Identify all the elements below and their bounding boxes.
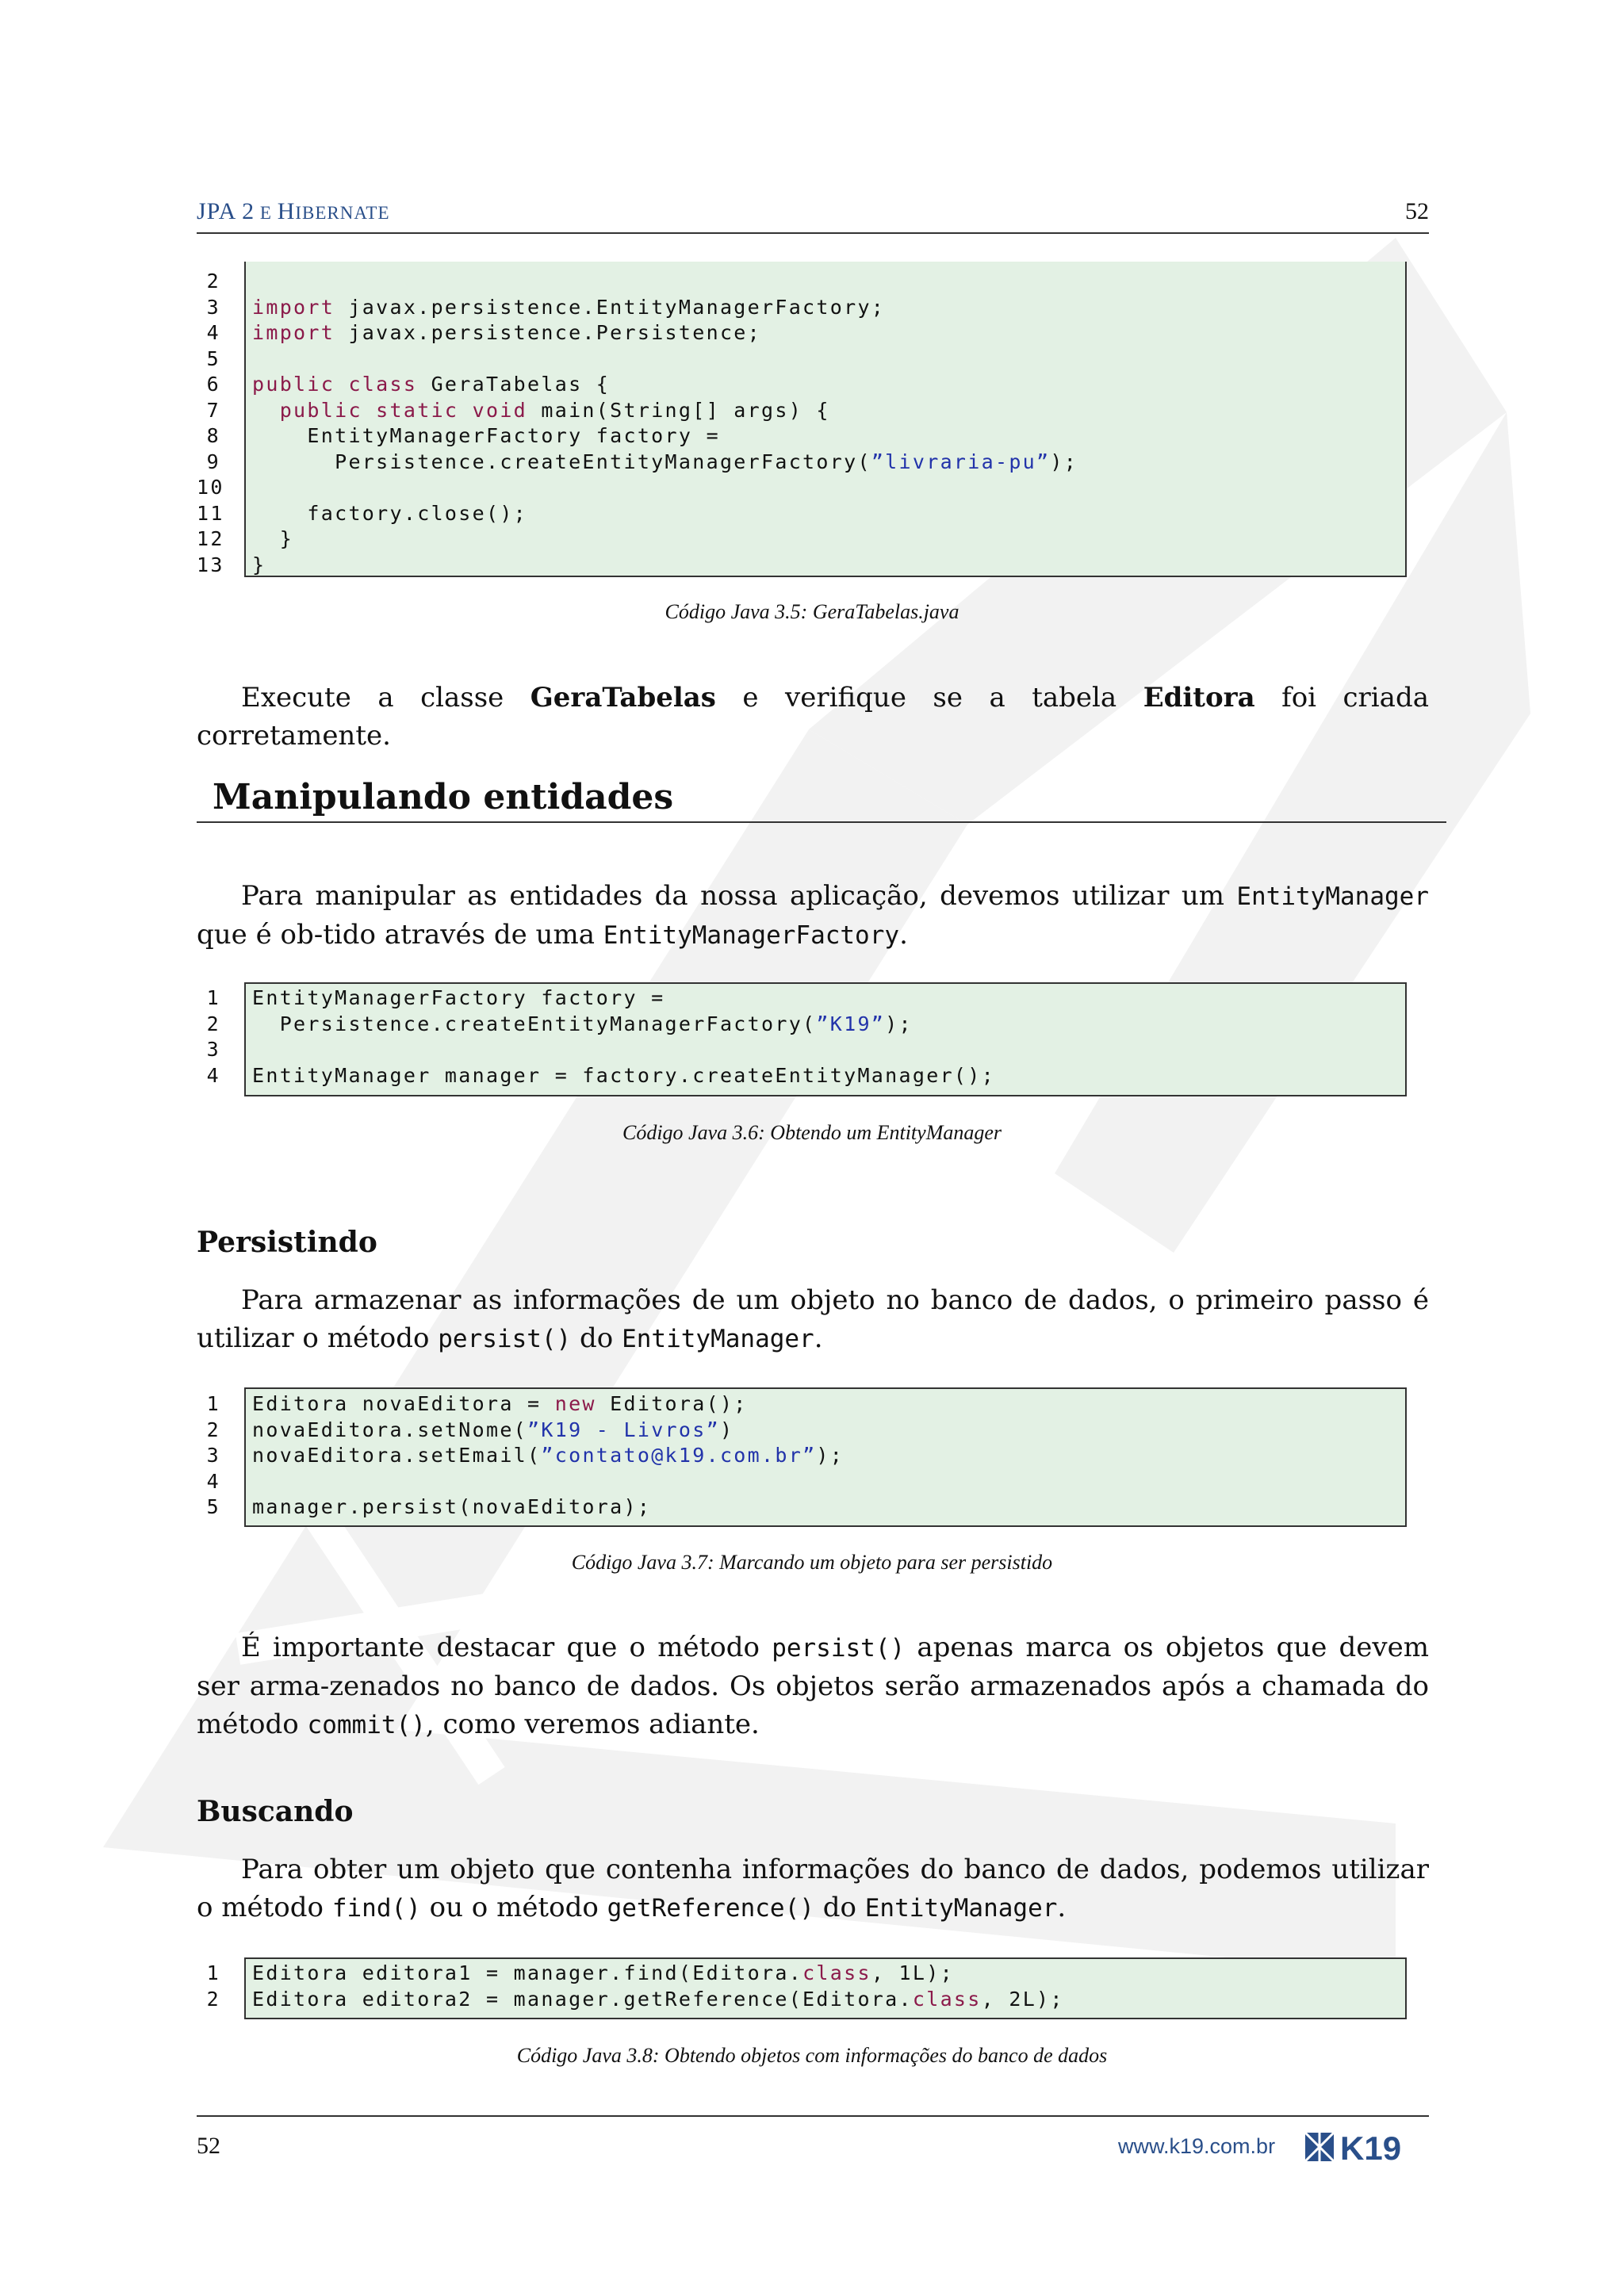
paragraph: Para armazenar as informações de um objeto no banco de dados, o primeiro passo é utilizar o método persist() do EntityManager. bbox=[197, 1284, 1429, 1354]
code-line-number: 2 bbox=[206, 270, 220, 293]
code-line: import javax.persistence.Persistence; bbox=[252, 321, 761, 344]
code-line: Editora editora2 = manager.getReference(Editora.class, 2L); bbox=[252, 1987, 1064, 2011]
code-line-number: 8 bbox=[206, 424, 220, 447]
code-caption: Código Java 3.5: GeraTabelas.java bbox=[665, 600, 959, 623]
code-line-number: 13 bbox=[197, 553, 224, 576]
code-line: factory.close(); bbox=[252, 501, 528, 525]
code-line-number: 3 bbox=[206, 295, 220, 319]
code-line-number: 4 bbox=[206, 1469, 220, 1493]
code-line: novaEditora.setEmail(”contato@k19.com.br”); bbox=[252, 1444, 845, 1467]
paragraph: É importante destacar que o método persist() apenas marca os objetos que devem ser arma-zenados no banco de dados. Os objetos serão armazenados após a chamada do método commit(), como veremos adiante. bbox=[197, 1632, 1429, 1740]
code-line-number: 2 bbox=[206, 1012, 220, 1035]
code-line: EntityManager manager = factory.createEntityManager(); bbox=[252, 1063, 995, 1087]
code-caption: Código Java 3.6: Obtendo um EntityManager bbox=[622, 1121, 1002, 1144]
paragraph: Para manipular as entidades da nossa aplicação, devemos utilizar um EntityManager que é ob-tido através de uma EntityManagerFactory. bbox=[197, 880, 1429, 951]
code-line-number: 6 bbox=[206, 373, 220, 396]
code-line: EntityManagerFactory factory = bbox=[252, 986, 665, 1009]
code-line: } bbox=[252, 553, 266, 576]
footer-url[interactable]: www.k19.com.br bbox=[1118, 2134, 1276, 2158]
code-line: novaEditora.setNome(”K19 - Livros”) bbox=[252, 1418, 734, 1441]
code-line-number: 12 bbox=[197, 527, 224, 550]
header-rule bbox=[197, 232, 1429, 234]
code-line-number: 1 bbox=[206, 1392, 220, 1415]
k19-logo bbox=[1304, 2130, 1429, 2164]
subsection-title: Buscando bbox=[197, 1795, 354, 1828]
code-line: } bbox=[252, 527, 294, 550]
code-line-number: 3 bbox=[206, 1038, 220, 1061]
code-caption: Código Java 3.8: Obtendo objetos com informações do banco de dados bbox=[516, 2044, 1108, 2067]
code-line-number: 7 bbox=[206, 398, 220, 422]
footer-page-number: 52 bbox=[197, 2133, 220, 2159]
code-line-number: 9 bbox=[206, 450, 220, 473]
section-title: Manipulando entidades bbox=[213, 777, 674, 817]
code-line-number: 4 bbox=[206, 1063, 220, 1087]
code-line: import javax.persistence.EntityManagerFactory; bbox=[252, 295, 886, 319]
subsection-title: Persistindo bbox=[197, 1226, 377, 1259]
running-header-title: JPA 2 E HIBERNATE bbox=[197, 198, 390, 224]
logo-text: K19 bbox=[1340, 2130, 1402, 2164]
code-line-number: 1 bbox=[206, 986, 220, 1009]
code-line-number: 1 bbox=[206, 1961, 220, 1984]
code-line-number: 5 bbox=[206, 1495, 220, 1518]
code-line-number: 2 bbox=[206, 1987, 220, 2011]
code-line: Persistence.createEntityManagerFactory(”livraria-pu”); bbox=[252, 450, 1078, 473]
code-line: Editora novaEditora = new Editora(); bbox=[252, 1392, 748, 1415]
code-line: Persistence.createEntityManagerFactory(”K19”); bbox=[252, 1012, 913, 1035]
code-caption: Código Java 3.7: Marcando um objeto para ser persistido bbox=[571, 1551, 1053, 1574]
section-rule bbox=[197, 821, 1446, 823]
header-page-number: 52 bbox=[1405, 198, 1429, 224]
code-line: Editora editora1 = manager.find(Editora.class, 1L); bbox=[252, 1961, 954, 1984]
code-line-number: 3 bbox=[206, 1444, 220, 1467]
code-line-number: 5 bbox=[206, 346, 220, 370]
code-line-number: 10 bbox=[197, 476, 224, 499]
paragraph: Para obter um objeto que contenha informações do banco de dados, podemos utilizar o método find() ou o método getReference() do EntityManager. bbox=[197, 1854, 1429, 1923]
code-line: manager.persist(novaEditora); bbox=[252, 1495, 652, 1518]
code-line: public class GeraTabelas { bbox=[252, 373, 611, 396]
code-line: EntityManagerFactory factory = bbox=[252, 424, 720, 447]
code-line-number: 4 bbox=[206, 321, 220, 344]
code-line-number: 11 bbox=[197, 501, 224, 525]
code-line-number: 2 bbox=[206, 1418, 220, 1441]
footer-rule bbox=[197, 2115, 1429, 2117]
code-line: public static void main(String[] args) { bbox=[279, 398, 830, 422]
paragraph: Execute a classe GeraTabelas e verifique se a tabela Editora foi criada corretamente. bbox=[197, 682, 1429, 752]
